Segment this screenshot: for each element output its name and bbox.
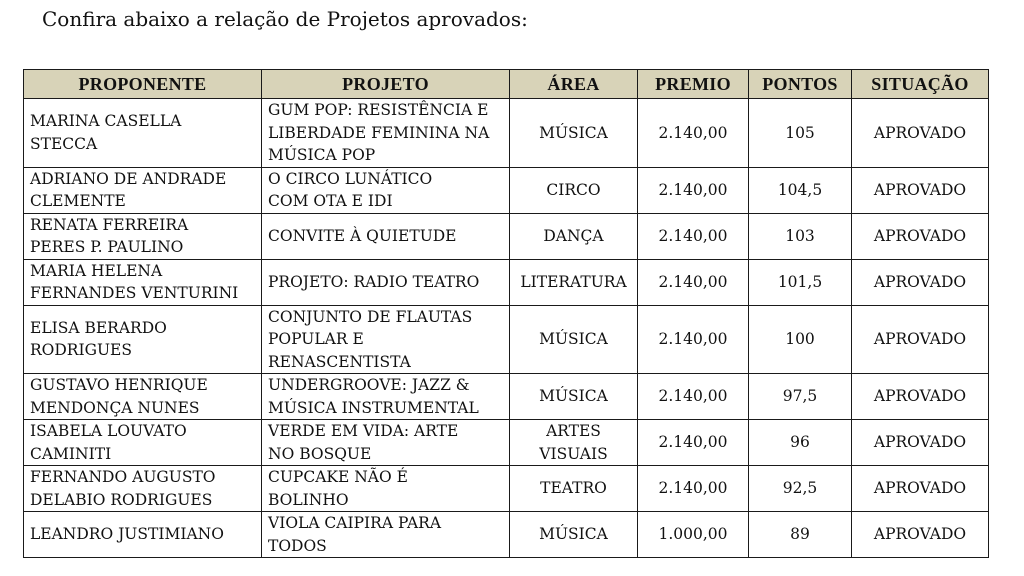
cell-projeto: [262, 466, 510, 512]
cell-area: [510, 167, 638, 213]
cell-proponente-line: CLEMENTE: [30, 192, 126, 210]
cell-proponente: [24, 466, 262, 512]
cell-pontos: 97,5: [749, 374, 852, 420]
cell-pontos: 104,5: [749, 167, 852, 213]
intro-text: Confira abaixo a relação de Projetos aprovados:: [42, 7, 528, 31]
cell-area: [510, 420, 638, 466]
table-row: [24, 512, 989, 558]
header-projeto: PROJETO: [262, 70, 510, 99]
cell-situacao: APROVADO: [852, 213, 989, 259]
cell-projeto: [262, 213, 510, 259]
cell-proponente-line: STECCA: [30, 134, 98, 153]
cell-area: [510, 99, 638, 168]
cell-pontos: 103: [749, 213, 852, 259]
cell-projeto: [262, 259, 510, 305]
cell-proponente: [24, 259, 262, 305]
cell-area-line: DANÇA: [543, 226, 604, 245]
cell-proponente-line: MENDONÇA NUNES: [30, 398, 200, 417]
cell-area-line: MÚSICA: [539, 123, 608, 142]
cell-projeto: [262, 305, 510, 374]
approved-projects-table: [23, 69, 989, 558]
cell-projeto-line: O CIRCO LUNÁTICO: [268, 169, 433, 188]
header-proponente: PROPONENTE: [24, 70, 262, 99]
cell-situacao: APROVADO: [852, 259, 989, 305]
cell-situacao: APROVADO: [852, 167, 989, 213]
cell-area-line: ARTES: [546, 422, 601, 440]
table-row: [24, 466, 989, 512]
cell-projeto-line: MÚSICA INSTRUMENTAL: [268, 398, 479, 417]
cell-projeto-line: RENASCENTISTA: [268, 352, 411, 371]
cell-premio: 2.140,00: [638, 466, 749, 512]
cell-projeto-line: CONVITE À QUIETUDE: [268, 226, 457, 245]
cell-proponente-line: DELABIO RODRIGUES: [30, 490, 213, 509]
header-row: [24, 70, 989, 99]
cell-premio: 1.000,00: [638, 512, 749, 558]
cell-projeto-line: TODOS: [268, 536, 327, 555]
cell-proponente-line: MARINA CASELLA: [30, 112, 182, 131]
cell-projeto: [262, 167, 510, 213]
cell-proponente-line: CAMINITI: [30, 444, 112, 463]
cell-projeto-line: GUM POP: RESISTÊNCIA E: [268, 101, 489, 119]
cell-area: [510, 512, 638, 558]
cell-pontos: 92,5: [749, 466, 852, 512]
cell-premio: 2.140,00: [638, 99, 749, 168]
cell-area-line: MÚSICA: [539, 330, 608, 348]
header-situacao: SITUAÇÃO: [852, 70, 989, 99]
cell-pontos: 89: [749, 512, 852, 558]
cell-pontos: 105: [749, 99, 852, 168]
header-pontos: PONTOS: [749, 70, 852, 99]
cell-premio: 2.140,00: [638, 305, 749, 374]
cell-proponente-line: PERES P. PAULINO: [30, 238, 184, 256]
cell-projeto: [262, 420, 510, 466]
cell-situacao: APROVADO: [852, 420, 989, 466]
header-premio: PREMIO: [638, 70, 749, 99]
cell-proponente: [24, 213, 262, 259]
cell-projeto-line: NO BOSQUE: [268, 444, 372, 463]
cell-proponente-line: FERNANDES VENTURINI: [30, 284, 239, 302]
table-row: [24, 374, 989, 420]
cell-proponente-line: ISABELA LOUVATO: [30, 422, 187, 440]
cell-proponente: [24, 167, 262, 213]
cell-proponente-line: MARIA HELENA: [30, 261, 163, 280]
cell-proponente-line: ELISA BERARDO: [30, 318, 167, 337]
cell-projeto-line: VERDE EM VIDA: ARTE: [268, 422, 459, 440]
cell-projeto-line: BOLINHO: [268, 490, 349, 509]
cell-proponente: [24, 99, 262, 168]
table-row: [24, 305, 989, 374]
cell-proponente-line: RODRIGUES: [30, 341, 132, 360]
cell-situacao: APROVADO: [852, 99, 989, 168]
table-row: [24, 99, 989, 168]
cell-proponente: [24, 420, 262, 466]
cell-situacao: APROVADO: [852, 512, 989, 558]
cell-projeto: [262, 99, 510, 168]
cell-projeto-line: CUPCAKE NÃO É: [268, 468, 408, 486]
cell-area: [510, 466, 638, 512]
cell-pontos: 101,5: [749, 259, 852, 305]
cell-pontos: 100: [749, 305, 852, 374]
cell-projeto: [262, 374, 510, 420]
cell-proponente-line: LEANDRO JUSTIMIANO: [30, 525, 224, 544]
cell-premio: 2.140,00: [638, 167, 749, 213]
cell-premio: 2.140,00: [638, 420, 749, 466]
cell-proponente-line: RENATA FERREIRA: [30, 215, 189, 234]
header-area: ÁREA: [510, 70, 638, 99]
cell-situacao: APROVADO: [852, 374, 989, 420]
cell-situacao: APROVADO: [852, 305, 989, 374]
cell-projeto-line: CONJUNTO DE FLAUTAS: [268, 307, 473, 326]
cell-situacao: APROVADO: [852, 466, 989, 512]
cell-area: [510, 213, 638, 259]
cell-projeto: [262, 512, 510, 558]
cell-projeto-line: POPULAR E: [268, 330, 364, 348]
cell-area: [510, 374, 638, 420]
cell-proponente-line: GUSTAVO HENRIQUE: [30, 376, 208, 394]
cell-area-line: LITERATURA: [520, 272, 627, 291]
cell-projeto-line: UNDERGROOVE: JAZZ &: [268, 376, 470, 394]
cell-projeto-line: COM OTA E IDI: [268, 192, 393, 210]
cell-premio: 2.140,00: [638, 213, 749, 259]
cell-proponente-line: ADRIANO DE ANDRADE: [30, 169, 227, 188]
cell-projeto-line: MÚSICA POP: [268, 146, 376, 164]
cell-premio: 2.140,00: [638, 374, 749, 420]
cell-projeto-line: VIOLA CAIPIRA PARA: [268, 514, 442, 532]
cell-proponente: [24, 512, 262, 558]
cell-proponente: [24, 374, 262, 420]
cell-area-line: VISUAIS: [539, 444, 608, 463]
table-row: [24, 259, 989, 305]
cell-area-line: MÚSICA: [539, 525, 608, 544]
cell-projeto-line: LIBERDADE FEMININA NA: [268, 123, 490, 142]
cell-pontos: 96: [749, 420, 852, 466]
table-row: [24, 420, 989, 466]
cell-area-line: TEATRO: [540, 479, 607, 498]
cell-projeto-line: PROJETO: RADIO TEATRO: [268, 272, 480, 291]
table-row: [24, 213, 989, 259]
table-row: [24, 167, 989, 213]
cell-area-line: CIRCO: [546, 180, 601, 199]
cell-area: [510, 259, 638, 305]
cell-premio: 2.140,00: [638, 259, 749, 305]
cell-proponente-line: FERNANDO AUGUSTO: [30, 468, 216, 486]
cell-area-line: MÚSICA: [539, 387, 608, 406]
cell-area: [510, 305, 638, 374]
cell-proponente: [24, 305, 262, 374]
